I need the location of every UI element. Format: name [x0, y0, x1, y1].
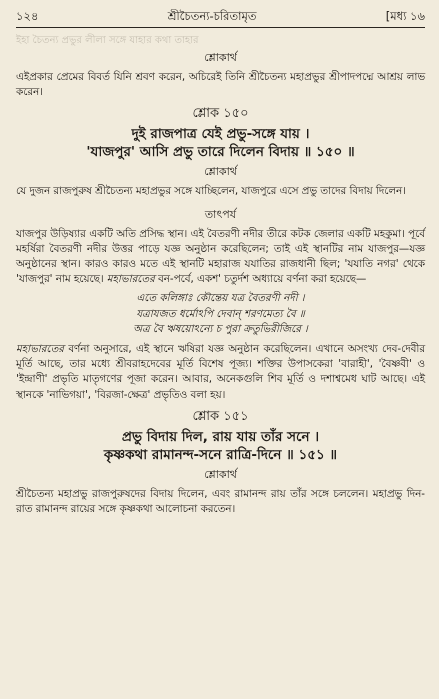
shloka-150-line1: দুই রাজপাত্র যেই প্রভু-সঙ্গে যায় ।: [131, 126, 310, 143]
section1-text: এইপ্রকার প্রেমের বিবর্ত যিনি শ্রবণ করেন, অচিরেই তিনি শ্রীচৈতন্য মহাপ্রভুর শ্রীপাদপদ্মে আশ্রয় লাভ করেন।: [16, 71, 425, 99]
purport-label: তাৎপর্য: [204, 207, 237, 221]
chapter-label: [মধ্য ১৬: [385, 9, 425, 23]
shloka-151-label: শ্লোকার্থ: [204, 467, 237, 481]
shloka-151-line1: প্রভু বিদায় দিল, রায় যায় তাঁর সনে ।: [121, 428, 320, 445]
shloka-150-line2: 'যাজপুর' আসি প্রভু তারে দিলেন বিদায় ॥ ১৫০ ॥: [86, 144, 355, 161]
page-header: [16, 8, 425, 24]
purport-para1-ital: মহাভারতের: [106, 273, 155, 286]
shloka-151-number: শ্লোক ১৫১: [192, 408, 249, 424]
shloka-150-label: শ্লোকার্থ: [204, 165, 237, 179]
purport-para2-text: বর্ণনা অনুসারে, এই স্থানে ঋষিরা যজ্ঞ অনুষ্ঠান করেছিলেন। এখানে অসংখ্য দেব-দেবীর মূর্তি আছে, তার মধ্যে শ্রীবরাহদেবের মূর্তি বিশেষ পূজ্য। শক্তির উপাসকেরা 'বারাহী', 'বৈষ্ণবী' ও 'ইন্দ্রাণী' প্রভৃতি মাতৃগণের পূজা করেন। আবার, অনেকগুলি শিব মূর্তি ও দশাশ্বমেধ ঘাট আছে। এই স্থানকে 'নাভিগয়া', 'বিরজা-ক্ষেত্র' প্রভৃতিও বলা হয়।: [16, 342, 425, 401]
shloka-150-number: শ্লোক ১৫০: [192, 106, 249, 122]
book-title: শ্রীচৈতন্য-চরিতামৃত: [167, 9, 257, 23]
purport-para1-a: যাজপুর উড়িষ্যার একটি অতি প্রসিদ্ধ স্থান। এই বৈতরণী নদীর তীরে কটক জেলার একটি মহকুমা। পূর্বে মহর্ষিরা বৈতরণী নদীর উত্তর পাড়ে যজ্ঞ অনুষ্ঠান করেছিলেন; তাই এই স্থানটির নাম যাজপুর—যজ্ঞ অনুষ্ঠানের স্থান। কারও কারও মতে এই স্থানটি মহারাজ যযাতির রাজধানী ছিল; 'যযাতি নগর' থেকে 'যাজপুর' নাম হয়েছে।: [16, 227, 425, 286]
shloka-150-translation: যে দুজন রাজপুরুষ শ্রীচৈতন্য মহাপ্রভুর সঙ্গে যাচ্ছিলেন, যাজপুরে এসে প্রভু তাদের বিদায় দিলেন।: [16, 185, 406, 198]
purport-para1-b: বন-পর্বে, একশ' চতুর্দশ অধ্যায়ে বর্ণনা করা হয়েছে—: [158, 273, 367, 286]
quote-line2: যত্রাযজত ধর্মোঽপি দেবান্ শরণমেত্য বৈ ॥: [136, 307, 305, 320]
quote-line1: এতে কলিঙ্গাঃ কৌন্তেয় যত্র বৈতরণী নদী ।: [136, 292, 305, 305]
purport-para2: [16, 342, 425, 403]
section1-label: শ্লোকার্থ: [204, 51, 237, 64]
purport-para2-ital: মহাভারতের: [16, 342, 64, 355]
page-number: ১২৪: [16, 9, 39, 23]
purport-para1: [16, 227, 425, 288]
show-through-text: ইহা চৈতন্য প্রভুর লীলা সঙ্গে যাহার কথা তাহার: [16, 35, 199, 46]
shloka-151-line2: কৃষ্ণকথা রামানন্দ-সনে রাত্রি-দিনে ॥ ১৫১ ॥: [103, 446, 338, 463]
shloka-151-translation: শ্রীচৈতন্য মহাপ্রভু রাজপুরুষদের বিদায় দিলেন, এবং রামানন্দ রায় তাঁর সঙ্গে চললেন। মহাপ্রভু দিন-রাত রামানন্দ রায়ের সঙ্গে কৃষ্ণকথা আলোচনা করতেন।: [16, 487, 425, 515]
header-rule: [16, 27, 425, 28]
quote-line3: অত্র বৈ ঋষয়োঽন্যে চ পুরা ক্রতুভিরীজিরে ।: [133, 323, 308, 336]
